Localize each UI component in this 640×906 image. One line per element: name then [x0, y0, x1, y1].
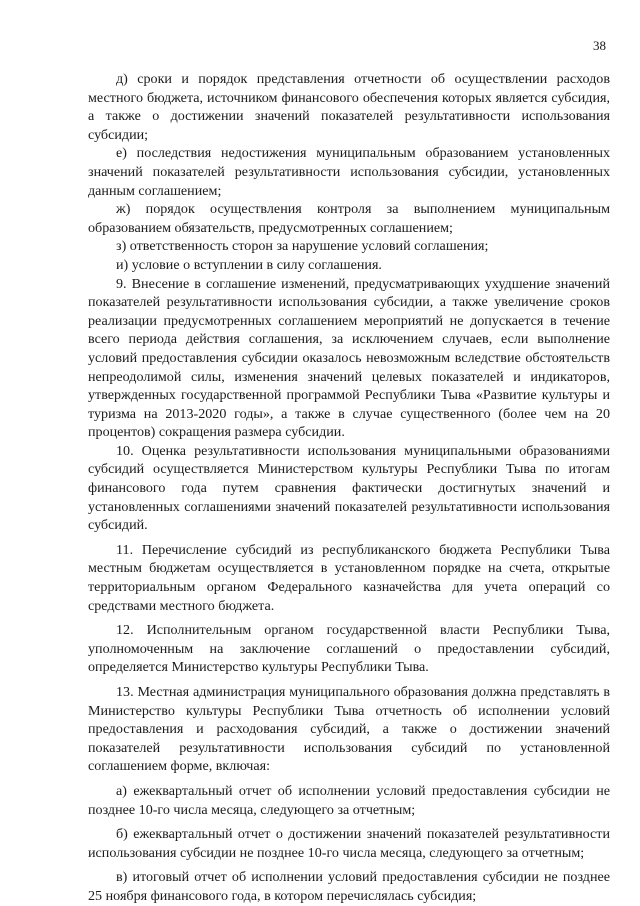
document-body — [88, 70, 610, 906]
paragraph: 10. Оценка результативности использования муниципальными образованиями субсидий осуществляется Министерством культуры Республики Тыва по итогам финансового года путем сравнения фактически достигнутых значений и установленных соглашениями значений показателей результативности использования субсидий. — [88, 442, 610, 534]
paragraph: б) ежеквартальный отчет о достижении значений показателей результативности использования субсидии не позднее 10-го числа месяца, следующего за отчетным; — [88, 826, 610, 861]
paragraph: 11. Перечисление субсидий из республиканского бюджета Республики Тыва местным бюджетам осуществляется в установленном порядке на счета, открытые территориальным органом Федерального казначейства для учета операций со средствами местного бюджета. — [88, 541, 610, 614]
paragraph: и) условие о вступлении в силу соглашения. — [116, 256, 382, 273]
paragraph: 13. Местная администрация муниципального образования должна представлять в Министерство культуры Республики Тыва отчетность об исполнении условий предоставления и расходования субсидий, а также о достижении значений показателей результативности использования субсидий по установленной соглашением форме, включая: — [88, 684, 610, 775]
paragraph: е) последствия недостижения муниципальным образованием установленных значений показателей результативности использования субсидии, установленных данным соглашением; — [88, 145, 610, 199]
page-number: 38 — [593, 38, 606, 53]
paragraph: ж) порядок осуществления контроля за выполнением муниципальным образованием обязательств, предусмотренных соглашением; — [88, 201, 610, 236]
paragraph: а) ежеквартальный отчет об исполнении условий предоставления субсидии не позднее 10-го числа месяца, следующего за отчетным; — [88, 782, 610, 818]
paragraph: в) итоговый отчет об исполнении условий предоставления субсидии не позднее 25 ноября финансового года, в котором перечислялась субсидия; — [88, 869, 610, 904]
paragraph: з) ответственность сторон за нарушение условий соглашения; — [116, 238, 489, 255]
paragraph: 12. Исполнительным органом государственной власти Республики Тыва, уполномоченным на заключение соглашений о предоставлении субсидий, определяется Министерство культуры Республики Тыва. — [88, 622, 610, 676]
paragraph: д) сроки и порядок представления отчетности об осуществлении расходов местного бюджета, источником финансового обеспечения которых является субсидия, а также о достижении значений показателей результативности использования субсидии; — [88, 71, 610, 143]
paragraph: 9. Внесение в соглашение изменений, предусматривающих ухудшение значений показателей результативности использования субсидии, а также увеличение сроков реализации предусмотренных соглашением мероприятий не допускается в течение всего периода действия соглашения, за исключением случаев, если выполнение условий предоставления субсидии оказалось невозможным вследствие обстоятельств непреодолимой силы, изменения значений целевых показателей и индикаторов, утвержденных государственной программой Республики Тыва «Развитие культуры и туризма на 2013-2020 годы», а также в случае существенного (более чем на 20 процентов) сокращения размера субсидии. — [88, 275, 610, 441]
